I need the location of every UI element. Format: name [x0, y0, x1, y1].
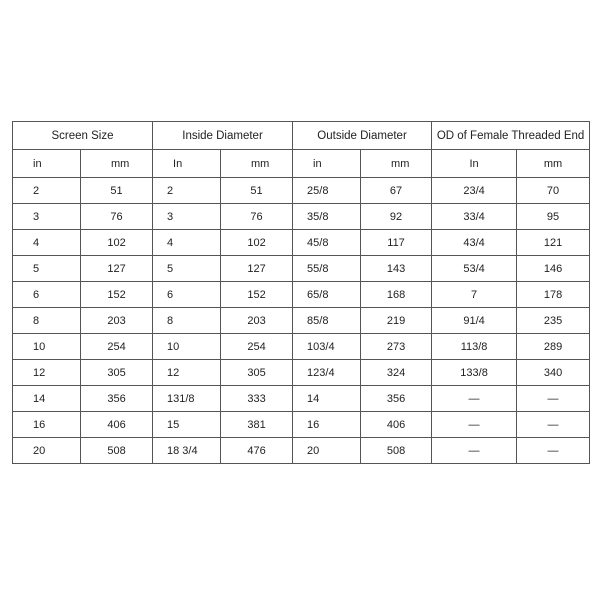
table-cell: 55/8 [293, 256, 361, 282]
table-cell: 203 [221, 308, 293, 334]
table-cell: 305 [221, 360, 293, 386]
table-cell: 121 [517, 230, 590, 256]
table-cell: 289 [517, 334, 590, 360]
header-od-female-threaded-end: OD of Female Threaded End [432, 122, 590, 150]
unit-label: mm [221, 150, 293, 178]
table-cell: 33/4 [432, 204, 517, 230]
table-row [13, 230, 590, 256]
table-cell: 123/4 [293, 360, 361, 386]
table-cell: 133/8 [432, 360, 517, 386]
table-cell: 127 [221, 256, 293, 282]
table-cell: 16 [293, 412, 361, 438]
table-row [13, 178, 590, 204]
unit-label: mm [517, 150, 590, 178]
table-cell: 178 [517, 282, 590, 308]
header-screen-size: Screen Size [13, 122, 153, 150]
table-cell: — [517, 386, 590, 412]
table-cell: 3 [13, 204, 81, 230]
table-cell: 7 [432, 282, 517, 308]
table-cell: 12 [153, 360, 221, 386]
table-cell: 508 [81, 438, 153, 464]
table-row [13, 438, 590, 464]
table-cell: 14 [13, 386, 81, 412]
header-outside-diameter: Outside Diameter [293, 122, 432, 150]
table-cell: 117 [361, 230, 432, 256]
table-cell: — [517, 438, 590, 464]
table-cell: 103/4 [293, 334, 361, 360]
table-cell: 113/8 [432, 334, 517, 360]
table-cell: 381 [221, 412, 293, 438]
unit-label: in [13, 150, 81, 178]
table-row [13, 308, 590, 334]
table-cell: 65/8 [293, 282, 361, 308]
table-cell: — [432, 386, 517, 412]
table-cell: 254 [81, 334, 153, 360]
table-cell: 406 [361, 412, 432, 438]
table-cell: 2 [153, 178, 221, 204]
table-cell: 14 [293, 386, 361, 412]
table-cell: 3 [153, 204, 221, 230]
table-cell: 6 [153, 282, 221, 308]
table-row [13, 204, 590, 230]
table-cell: 168 [361, 282, 432, 308]
table-cell: 51 [221, 178, 293, 204]
unit-label: in [293, 150, 361, 178]
table-cell: 10 [153, 334, 221, 360]
table-cell: 92 [361, 204, 432, 230]
table-cell: 406 [81, 412, 153, 438]
table-cell: 70 [517, 178, 590, 204]
table-cell: 219 [361, 308, 432, 334]
table-cell: 15 [153, 412, 221, 438]
unit-label: In [153, 150, 221, 178]
table-cell: 203 [81, 308, 153, 334]
table-cell: 356 [361, 386, 432, 412]
table-cell: 146 [517, 256, 590, 282]
table-cell: 143 [361, 256, 432, 282]
table-cell: 16 [13, 412, 81, 438]
table-cell: 5 [153, 256, 221, 282]
table-cell: 340 [517, 360, 590, 386]
unit-label: In [432, 150, 517, 178]
table-cell: 45/8 [293, 230, 361, 256]
table-row [13, 412, 590, 438]
table-body [13, 150, 590, 464]
table-cell: 2 [13, 178, 81, 204]
group-header-row [13, 122, 590, 150]
table-cell: 76 [221, 204, 293, 230]
table-cell: 152 [81, 282, 153, 308]
table-cell: 102 [221, 230, 293, 256]
table-cell: 35/8 [293, 204, 361, 230]
table-cell: 10 [13, 334, 81, 360]
table-cell: 127 [81, 256, 153, 282]
table-cell: 53/4 [432, 256, 517, 282]
table-cell: — [432, 438, 517, 464]
table-cell: 18 3/4 [153, 438, 221, 464]
table-cell: 131/8 [153, 386, 221, 412]
table-cell: 85/8 [293, 308, 361, 334]
table-cell: 25/8 [293, 178, 361, 204]
unit-label: mm [361, 150, 432, 178]
table-cell: 20 [293, 438, 361, 464]
table-cell: 51 [81, 178, 153, 204]
table-cell: 235 [517, 308, 590, 334]
unit-header-row [13, 150, 590, 178]
table-cell: 8 [13, 308, 81, 334]
table-cell: 254 [221, 334, 293, 360]
table-row [13, 256, 590, 282]
table-row [13, 386, 590, 412]
table-cell: 4 [13, 230, 81, 256]
table-cell: — [517, 412, 590, 438]
table-cell: 476 [221, 438, 293, 464]
table-cell: 43/4 [432, 230, 517, 256]
pipe-dimension-table [12, 121, 590, 464]
table-cell: 12 [13, 360, 81, 386]
table-cell: 67 [361, 178, 432, 204]
table-cell: 152 [221, 282, 293, 308]
table-cell: 76 [81, 204, 153, 230]
table-cell: 356 [81, 386, 153, 412]
table-cell: 95 [517, 204, 590, 230]
table-cell: 8 [153, 308, 221, 334]
table-row [13, 282, 590, 308]
unit-label: mm [81, 150, 153, 178]
table-cell: 5 [13, 256, 81, 282]
table-cell: 23/4 [432, 178, 517, 204]
table-cell: 6 [13, 282, 81, 308]
table-cell: — [432, 412, 517, 438]
table-cell: 273 [361, 334, 432, 360]
table-cell: 102 [81, 230, 153, 256]
table-cell: 20 [13, 438, 81, 464]
table-cell: 91/4 [432, 308, 517, 334]
table-cell: 305 [81, 360, 153, 386]
table-cell: 4 [153, 230, 221, 256]
table-cell: 333 [221, 386, 293, 412]
table-cell: 508 [361, 438, 432, 464]
table-row [13, 334, 590, 360]
table-row [13, 360, 590, 386]
table-cell: 324 [361, 360, 432, 386]
header-inside-diameter: Inside Diameter [153, 122, 293, 150]
